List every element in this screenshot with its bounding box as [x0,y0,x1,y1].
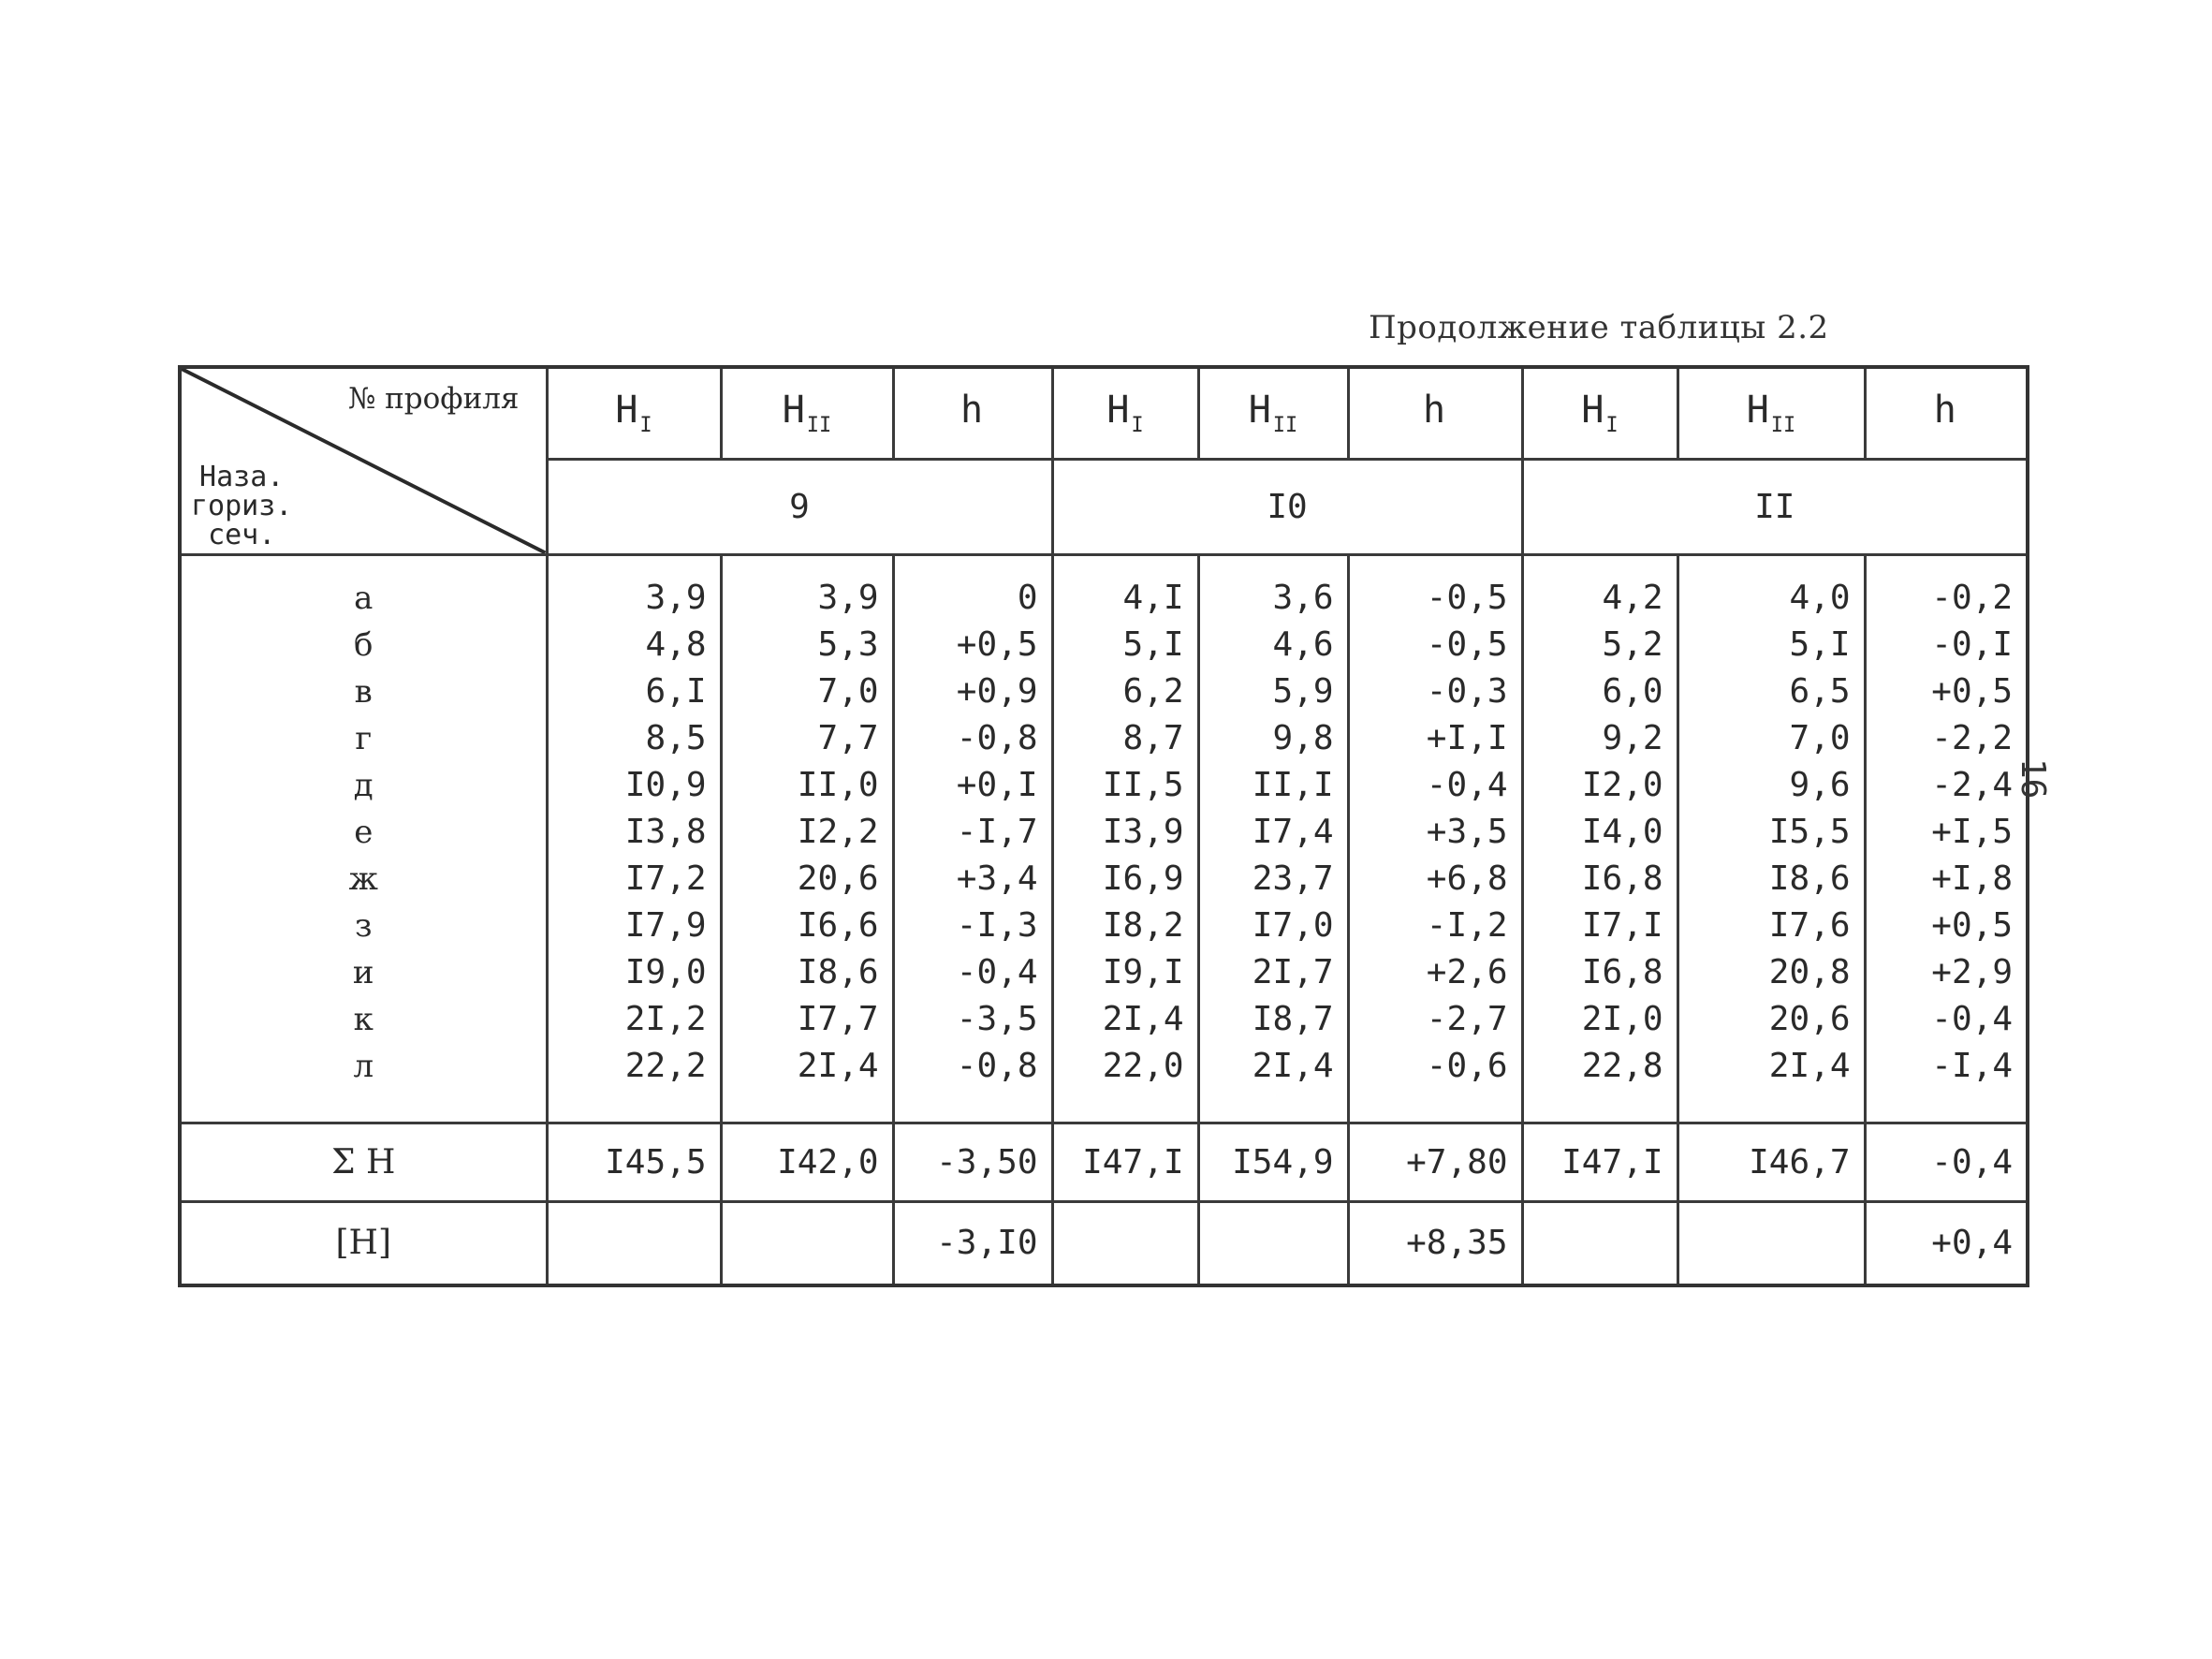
row-label: а [354,579,374,617]
bracket-cell: +0,4 [1865,1201,2028,1285]
bracket-cell [721,1201,893,1285]
sum-cell: I47,I [1522,1123,1677,1201]
profile-group-header: 9 [547,459,1052,554]
column-header: $H_I$ [1052,367,1198,459]
row-label: в [354,672,373,711]
column-header: $H_{II}$ [721,367,893,459]
value-column: 3,6 4,6 5,9 9,8 II,I I7,4 23,7 I7,0 2I,7 I8,7 2I,4 [1198,554,1348,1123]
bracket-cell [547,1201,721,1285]
sum-cell: I46,7 [1677,1123,1865,1201]
row-labels-cell [180,554,547,1123]
row-label: д [353,766,374,804]
table-caption: Продолжение таблицы 2.2 [1369,309,1829,346]
column-header: h [1865,367,2028,459]
bracket-cell: +8,35 [1348,1201,1522,1285]
row-label: к [353,1000,374,1038]
bracket-row [180,1201,2028,1285]
sum-cell: +7,80 [1348,1123,1522,1201]
sum-row [180,1123,2028,1201]
bracket-label: [H] [180,1201,547,1285]
row-label: ж [348,859,378,898]
data-body [180,554,2028,1123]
sum-cell: I47,I [1052,1123,1198,1201]
bracket-cell: -3,I0 [893,1201,1052,1285]
profile-number-label: № профиля [347,382,520,416]
bracket-cell [1198,1201,1348,1285]
row-label: е [354,813,374,851]
column-header: h [893,367,1052,459]
sum-cell: -0,4 [1865,1123,2028,1201]
column-header: $H_{II}$ [1198,367,1348,459]
bracket-cell [1522,1201,1677,1285]
sum-cell: I54,9 [1198,1123,1348,1201]
row-label: г [355,719,373,757]
value-column: 4,I 5,I 6,2 8,7 II,5 I3,9 I6,9 I8,2 I9,I 2I,4 22,0 [1052,554,1198,1123]
row-label: и [352,953,374,991]
column-header: $H_{II}$ [1677,367,1865,459]
corner-header-cell [180,367,547,554]
profile-group-header: II [1522,459,2028,554]
column-header: $H_I$ [1522,367,1677,459]
bracket-cell [1052,1201,1198,1285]
sum-cell: -3,50 [893,1123,1052,1201]
header-symbol-row [180,367,2028,459]
column-header: h [1348,367,1522,459]
profile-group-header: I0 [1052,459,1522,554]
value-column: -0,5 -0,5 -0,3 +I,I -0,4 +3,5 +6,8 -I,2 +2,6 -2,7 -0,6 [1348,554,1522,1123]
row-label: з [354,906,373,945]
sum-cell: I42,0 [721,1123,893,1201]
row-label: л [353,1047,374,1085]
row-label: б [354,625,374,664]
sum-label: Σ H [180,1123,547,1201]
value-column: -0,2 -0,I +0,5 -2,2 -2,4 +I,5 +I,8 +0,5 +2,9 -0,4 -I,4 [1865,554,2028,1123]
value-column: 3,9 4,8 6,I 8,5 I0,9 I3,8 I7,2 I7,9 I9,0 2I,2 22,2 [547,554,721,1123]
sum-cell: I45,5 [547,1123,721,1201]
horizontal-section-label: Наза. гориз. сеч. [191,460,293,551]
column-header: $H_I$ [547,367,721,459]
value-column: 0 +0,5 +0,9 -0,8 +0,I -I,7 +3,4 -I,3 -0,4 -3,5 -0,8 [893,554,1052,1123]
profile-table [178,365,2029,1287]
value-column: 4,0 5,I 6,5 7,0 9,6 I5,5 I8,6 I7,6 20,8 20,6 2I,4 [1677,554,1865,1123]
value-column: 4,2 5,2 6,0 9,2 I2,0 I4,0 I6,8 I7,I I6,8 2I,0 22,8 [1522,554,1677,1123]
value-column: 3,9 5,3 7,0 7,7 II,0 I2,2 20,6 I6,6 I8,6 I7,7 2I,4 [721,554,893,1123]
page-number: 16 [2014,758,2052,800]
bracket-cell [1677,1201,1865,1285]
